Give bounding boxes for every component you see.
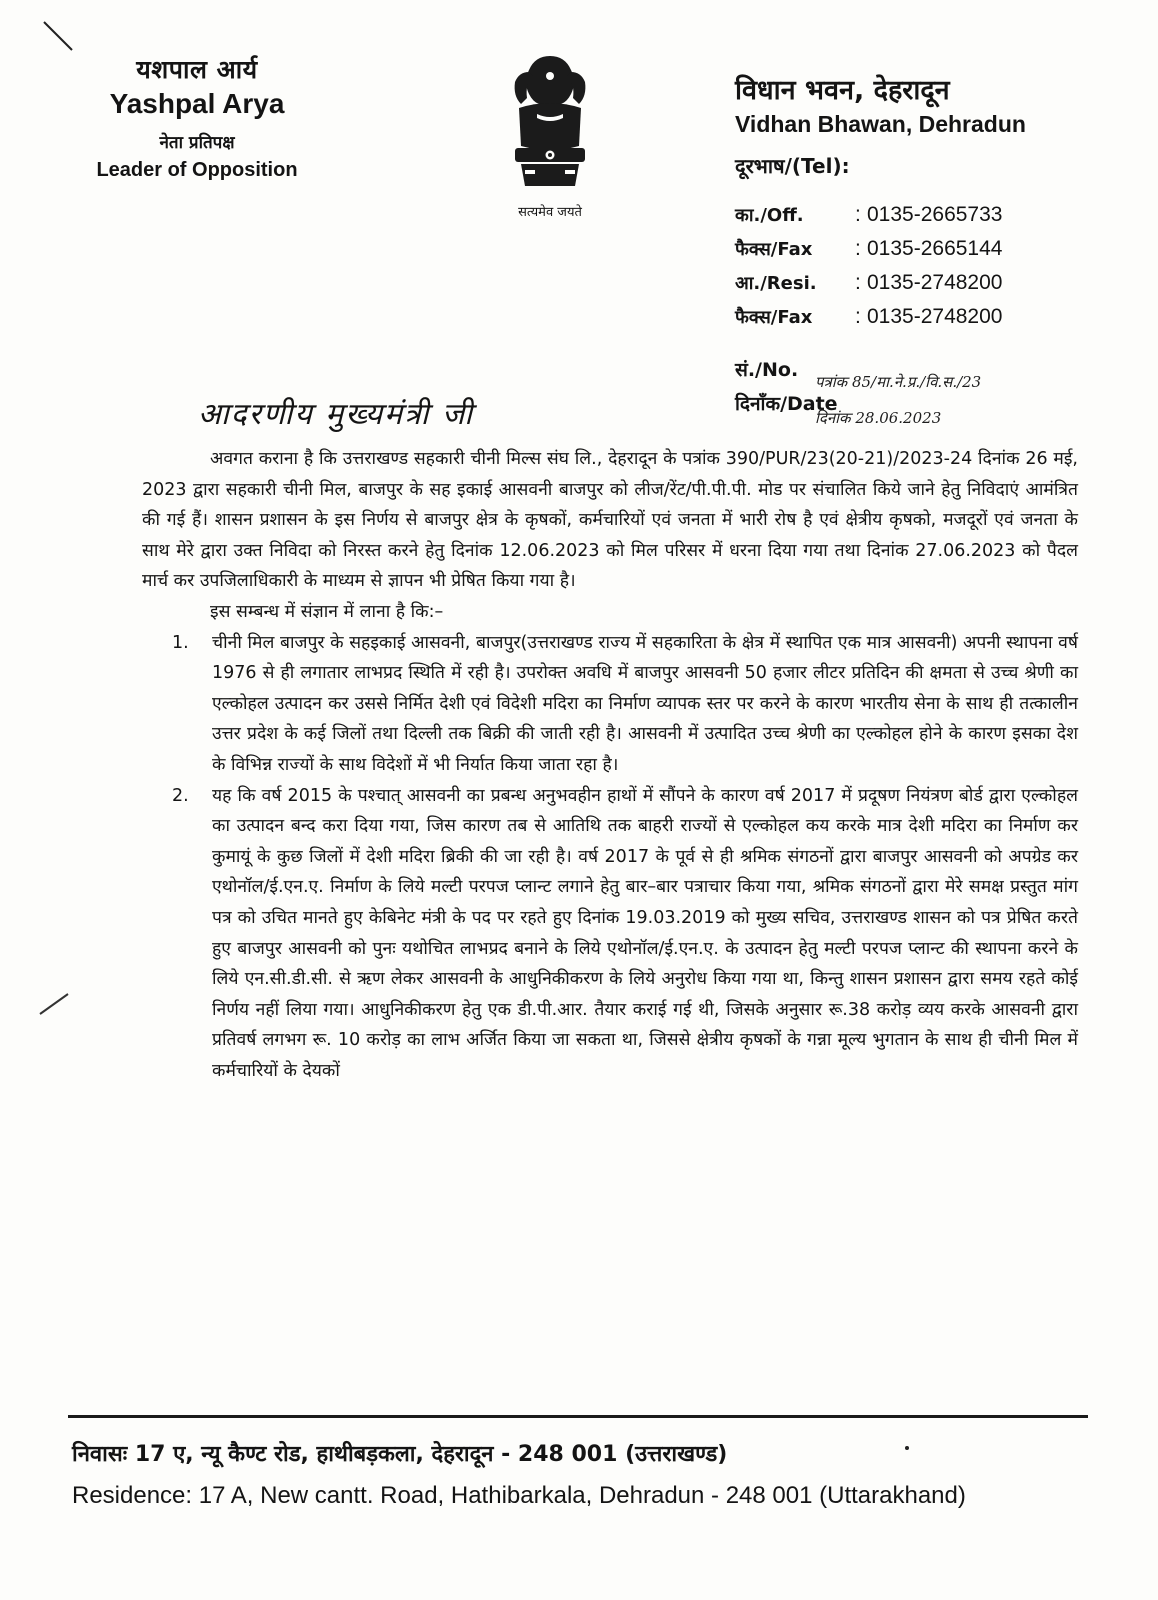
list-item-number: 2. [172, 785, 189, 806]
sender-block [82, 52, 312, 182]
list-item-text: यह कि वर्ष 2015 के पश्चात् आसवनी का प्रबन्ध अनुभवहीन हाथों में सौंपने के कारण वर्ष 2017 में प्रदूषण नियंत्रण बोर्ड द्वारा एल्कोहल का उत्पादन बन्द करा दिया गया, जिस कारण तब से आतिथि तक बाहरी राज्यों से एल्कोहल कय करके मात्र देशी मदिरा का निर्माण कर कुमायूं के कुछ जिलों में देशी मदिरा ब्रिकी की जा रही है। वर्ष 2017 के पूर्व से ही श्रमिक संगठनों द्वारा बाजपुर आसवनी को अपग्रेड कर एथोनॉल/ई.एन.ए. निर्माण के लिये मल्टी परपज प्लान्ट लगाने हेतु बार–बार पत्राचार किया गया, श्रमिक संगठनों द्वारा मेरे समक्ष प्रस्तुत मांग पत्र को उचित मानते हुए केबिनेट मंत्री के पद पर रहते हुए दिनांक 19.03.2019 को मुख्य सचिव, उत्तराखण्ड शासन को पत्र प्रेषित करते हुए बाजपुर आसवनी को पुनः यथोचित लाभप्रद बनाने के लिये एथोनॉल/ई.एन.ए. के उत्पादन हेतु मल्टी परपज प्लान्ट की स्थापना करने के लिये एन.सी.डी.सी. से ऋण लेकर आसवनी के आधुनिकीकरण के लिये अनुरोध किया गया था, किन्तु शासन प्रशासन द्वारा समय रहते कोई निर्णय नहीं लिया गया। आधुनिकीकरण हेतु एक डी.पी.आर. तैयार कराई गई थी, जिसके अनुसार रू.38 करोड़ व्यय करके आसवनी द्वारा प्रतिवर्ष लगभग रू. 10 करोड़ का लाभ अर्जित किया जा सकता था, जिससे क्षेत्रीय कृषकों के गन्ना मूल्य भुगतान के साथ ही चीनी मिल में कर्मचारियों के देयकों [212, 785, 1078, 1081]
contact-colon: : [855, 271, 861, 294]
contact-label: फैक्स/Fax [735, 307, 813, 328]
emblem-motto: सत्यमेव जयते [518, 205, 582, 220]
handwritten-reference: पत्रांक 85/मा.ने.प्र./वि.स./23 [815, 373, 982, 391]
sender-name-hindi: यशपाल आर्य [136, 55, 258, 84]
sender-name-english: Yashpal Arya [109, 88, 285, 119]
telephone-label: दूरभाष/(Tel): [735, 154, 850, 178]
contact-number: 0135-2665144 [867, 237, 1003, 260]
sender-role-english: Leader of Opposition [96, 159, 298, 181]
pen-stroke-mark [40, 18, 80, 54]
contact-colon: : [855, 203, 861, 226]
list-item-number: 1. [172, 632, 189, 653]
handwritten-date: दिनांक 28.06.2023 [815, 409, 942, 427]
residence-address-hindi: निवासः 17 ए, न्यू कैण्ट रोड, हाथीबड़कला, देहरादून - 248 001 (उत्तराखण्ड) [72, 1442, 728, 1467]
footer-divider [68, 1415, 1088, 1418]
sender-role-hindi: नेता प्रतिपक्ष [159, 133, 235, 153]
reference-number-label: सं./No. [735, 359, 799, 381]
lion-capital-emblem-icon [507, 52, 593, 200]
state-emblem [494, 52, 606, 220]
contact-colon: : [855, 237, 861, 260]
residence-address-english: Residence: 17 A, New cantt. Road, Hathibarkala, Dehradun - 248 001 (Uttarakhand) [72, 1482, 966, 1509]
office-address-english: Vidhan Bhawan, Dehradun [735, 111, 1026, 137]
intro-line: इस सम्बन्ध में संज्ञान में लाना है कि:– [210, 601, 444, 622]
stray-dot [905, 1446, 909, 1450]
contact-number: 0135-2665733 [867, 203, 1003, 226]
letter-body [142, 444, 1078, 1086]
contact-label: आ./Resi. [735, 273, 817, 294]
office-block [735, 70, 1055, 179]
salutation: आदरणीय मुख्यमंत्री जी [198, 397, 474, 432]
office-address-hindi: विधान भवन, देहरादून [735, 75, 950, 106]
margin-tick-mark [38, 990, 72, 1020]
date-label: दिनाँक/Date [735, 393, 838, 415]
contact-number: 0135-2748200 [867, 271, 1003, 294]
contact-label: का./Off. [735, 205, 804, 226]
contact-label: फैक्स/Fax [735, 239, 813, 260]
opening-paragraph: अवगत कराना है कि उत्तराखण्ड सहकारी चीनी मिल्स संघ लि., देहरादून के पत्रांक 390/PUR/23(20-21)/2023-24 दिनांक 26 मई, 2023 द्वारा सहकारी चीनी मिल, बाजपुर के सह इकाई आसवनी बाजपुर को लीज/रेंट/पी.पी.पी. मोड पर संचालित किये जाने हेतु निविदाएं आमंत्रित की गई हैं। शासन प्रशासन के इस निर्णय से बाजपुर क्षेत्र के कृषकों, कर्मचारियों एवं जनता में भारी रोष है एवं क्षेत्रीय कृषको, मजदूरों एवं जनता के साथ मेरे द्वारा उक्त निविदा को निरस्त करने हेतु दिनांक 12.06.2023 को मिल परिसर में धरना दिया गया तथा दिनांक 27.06.2023 को पैदल मार्च कर उपजिलाधिकारी के माध्यम से ज्ञापन भी प्रेषित किया गया है। [142, 449, 1078, 592]
list-item-text: चीनी मिल बाजपुर के सहइकाई आसवनी, बाजपुर(उत्तराखण्ड राज्य में सहकारिता के क्षेत्र में स्थापित एक मात्र आसवनी) अपनी स्थापना वर्ष 1976 से ही लगातार लाभप्रद स्थिति में रही है। उपरोक्त अवधि में बाजपुर आसवनी 50 हजार लीटर प्रतिदिन की क्षमता से उच्च श्रेणी का एल्कोहल उत्पादन कर उससे निर्मित देशी एवं विदेशी मदिरा का निर्माण व्यापक स्तर पर करने के कारण भारतीय सेना के साथ ही तत्कालीन उत्तर प्रदेश के कई जिलों तथा दिल्ली तक बिक्री की जाती रही है। आसवनी में उत्पादित उच्च श्रेणी का एल्कोहल होने के कारण इसका देश के विभिन्न राज्यों के साथ विदेशों में भी निर्यात किया जाता रहा है। [212, 632, 1078, 775]
contact-number: 0135-2748200 [867, 305, 1003, 328]
contact-colon: : [855, 305, 861, 328]
list-item [142, 628, 1078, 781]
list-item [142, 781, 1078, 1087]
